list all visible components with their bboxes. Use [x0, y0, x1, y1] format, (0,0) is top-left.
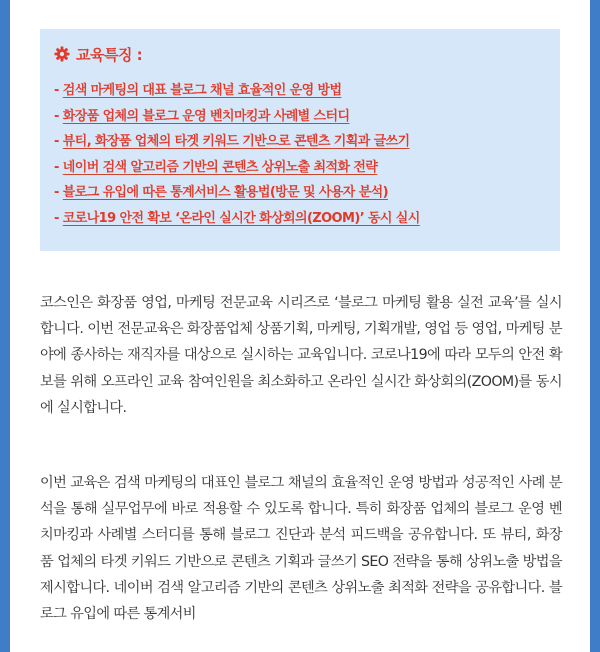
feature-title-text: 교육특징 : — [76, 45, 143, 64]
feature-item: - 화장품 업체의 블로그 운영 벤치마킹과 사례별 스터디 — [54, 108, 350, 124]
article-paragraph-1: 코스인은 화장품 영업, 마케팅 전문교육 시리즈로 ‘블로그 마케팅 활용 실전 교육’를 실시합니다. 이번 전문교육은 화장품업체 상품기획, 마케팅, 기획개발, 영업 등 영업, 마케팅 분야에 종사하는 재직자를 대상으로 실시하는 교육입니다. 코로나19에 따라 모두의 안전 확보를 위해 오프라인 교육 참여인원을 최소화하고 온라인 실시간 화상회의(ZOOM)를 동시에 실시합니다. — [40, 295, 562, 416]
feature-item: - 뷰티, 화장품 업체의 타겟 키워드 기반으로 콘텐츠 기획과 글쓰기 — [54, 134, 410, 149]
feature-item: - 네이버 검색 알고리즘 기반의 콘텐츠 상위노출 최적화 전략 — [54, 159, 378, 175]
feature-list — [54, 78, 546, 231]
feature-title — [54, 42, 546, 66]
feature-item: - 코로나19 안전 확보 ‘온라인 실시간 화상회의(ZOOM)’ 동시 실시 — [54, 210, 420, 226]
article-paragraph-2: 이번 교육은 검색 마케팅의 대표인 블로그 채널의 효율적인 운영 방법과 성공적인 사례 분석을 통해 실무업무에 바로 적용할 수 있도록 합니다. 특히 화장품 업체의 블로그 운영 벤치마킹과 사례별 스터디를 통해 블로그 진단과 분석 피드백을 공유합니다. 또 뷰티, 화장품 업체의 타겟 키워드 기반으로 콘텐츠 기획과 글쓰기 SEO 전략을 통해 상위노출 방법을 제시합니다. 네이버 검색 알고리즘 기반의 콘텐츠 상위노출 최적화 전략을 공유합니다. 블로그 유입에 따른 통계서비 — [40, 475, 562, 623]
feature-box — [40, 29, 560, 251]
feature-item: - 블로그 유입에 따른 통계서비스 활용법(방문 및 사용자 분석) — [54, 185, 388, 200]
feature-item: - 검색 마케팅의 대표 블로그 채널 효율적인 운영 방법 — [54, 83, 342, 98]
right-frame-border — [590, 0, 600, 652]
gear-icon — [54, 46, 70, 62]
left-frame-border — [0, 0, 10, 652]
